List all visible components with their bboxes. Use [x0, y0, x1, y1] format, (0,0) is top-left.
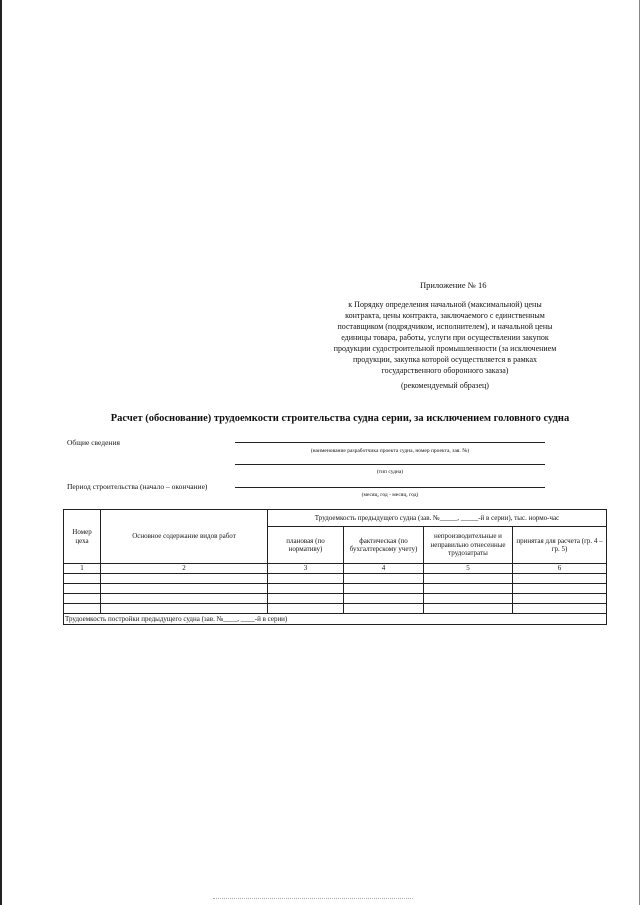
header-labor-group: Трудоемкость предыдущего судна (зав. №_____, _____-й в серии), тыс. нормо-час	[268, 510, 607, 527]
table-cell[interactable]	[424, 584, 513, 594]
appendix-line: поставщиком (подрядчиком, исполнителем), и начальной цены	[337, 322, 553, 331]
table-cell[interactable]	[268, 574, 344, 584]
column-number: 5	[424, 564, 513, 574]
table-cell[interactable]	[64, 604, 101, 614]
ship-type-field-hint: (тип судна)	[376, 469, 404, 475]
header-workshop-number: Номер цеха	[64, 510, 101, 564]
table-cell[interactable]	[424, 604, 513, 614]
appendix-title: Приложение № 16	[420, 280, 487, 290]
table-cell[interactable]	[344, 594, 424, 604]
header-planned: плановая (по нормативу)	[268, 527, 344, 564]
ship-type-field-line[interactable]	[235, 464, 545, 465]
table-cell[interactable]	[513, 604, 607, 614]
header-actual: фактическая (по бухгалтерскому учету)	[344, 527, 424, 564]
table-cell[interactable]	[101, 574, 268, 584]
column-number: 2	[101, 564, 268, 574]
table-row	[64, 584, 607, 594]
table-cell[interactable]	[268, 594, 344, 604]
table-cell[interactable]	[344, 584, 424, 594]
scan-artifact	[213, 898, 413, 900]
appendix-line: государственного оборонного заказа)	[381, 366, 509, 375]
column-number: 3	[268, 564, 344, 574]
header-work-content: Основное содержание видов работ	[101, 510, 268, 564]
appendix-line: к Порядку определения начальной (максимальной) цены	[348, 300, 542, 309]
column-number: 1	[64, 564, 101, 574]
table-cell[interactable]	[64, 574, 101, 584]
table-row	[64, 604, 607, 614]
period-field-line[interactable]	[235, 487, 545, 488]
table-cell[interactable]	[513, 584, 607, 594]
period-label: Период строительства (начало – окончание)	[67, 482, 208, 491]
table-cell[interactable]	[64, 584, 101, 594]
column-number: 4	[344, 564, 424, 574]
table-cell[interactable]	[101, 604, 268, 614]
table-cell[interactable]	[101, 584, 268, 594]
table-row	[64, 594, 607, 604]
appendix-line: единицы товара, работы, услуги при осуществлении закупок	[341, 333, 549, 342]
column-number: 6	[513, 564, 607, 574]
document-title: Расчет (обоснование) трудоемкости строительства судна серии, за исключением головного судна	[110, 413, 570, 424]
appendix-line: продукции судостроительной промышленности (за исключением	[333, 344, 557, 353]
total-label: Трудоемкость постройки предыдущего судна (зав. №____, ____-й в серии)	[64, 614, 607, 625]
appendix-line: продукции, закупка которой осуществляется в рамках	[352, 355, 537, 364]
scan-edge-left	[0, 0, 2, 905]
table-cell[interactable]	[513, 574, 607, 584]
table-cell[interactable]	[513, 594, 607, 604]
appendix-reference	[300, 299, 590, 376]
table-cell[interactable]	[424, 574, 513, 584]
developer-field-hint: (наименование разработчика проекта судна, номер проекта, зав. №)	[310, 448, 470, 454]
general-info-label: Общие сведения	[67, 438, 120, 447]
table-cell[interactable]	[64, 594, 101, 604]
table-cell[interactable]	[268, 584, 344, 594]
header-accepted: принятая для расчета (гр. 4 – гр. 5)	[513, 527, 607, 564]
labor-table	[63, 509, 607, 625]
total-row	[64, 614, 607, 625]
table-cell[interactable]	[424, 594, 513, 604]
developer-field-line[interactable]	[235, 442, 545, 443]
appendix-line: контракта, цены контракта, заключаемого с единственным	[345, 311, 545, 320]
sample-note: (рекомендуемый образец)	[401, 381, 489, 390]
table-cell[interactable]	[344, 574, 424, 584]
table-cell[interactable]	[344, 604, 424, 614]
table-cell[interactable]	[268, 604, 344, 614]
header-unproductive: непроизводительные и неправильно отнесенные трудозатраты	[424, 527, 513, 564]
column-numbers-row	[64, 564, 607, 574]
table-row	[64, 574, 607, 584]
period-field-hint: (месяц, год - месяц, год)	[361, 492, 419, 498]
table-cell[interactable]	[101, 594, 268, 604]
